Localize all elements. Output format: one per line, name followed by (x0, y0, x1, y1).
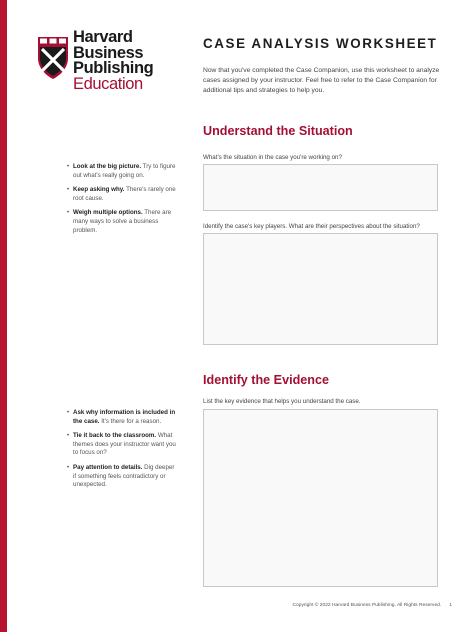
prompt-situation: What's the situation in the case you're working on? (203, 154, 342, 161)
tip-item: • Ask why information is included in the case. It's there for a reason. (67, 409, 179, 426)
tips-list-evidence (67, 409, 179, 496)
logo-word-business: Business (73, 43, 144, 62)
prompt-key-evidence: List the key evidence that helps you understand the case. (203, 398, 361, 405)
page-footer (293, 603, 453, 608)
logo-word-education: Education (73, 74, 143, 93)
tip-item: • Tie it back to the classroom. What themes does your instructor want you to focus on? (67, 432, 179, 458)
section-title-identify-evidence: Identify the Evidence (203, 373, 329, 387)
tip-item: • Keep asking why. There's rarely one root cause. (67, 186, 179, 203)
answer-box-situation[interactable] (203, 164, 438, 211)
tip-item: • Weigh multiple options. There are many ways to solve a business problem. (67, 209, 179, 235)
hbs-shield-logo-icon (37, 36, 69, 80)
accent-bar (0, 0, 7, 632)
logo-word-harvard: Harvard (73, 28, 133, 46)
prompt-key-players: Identify the case's key players. What are their perspectives about the situation? (203, 223, 420, 230)
answer-box-key-evidence[interactable] (203, 409, 438, 587)
answer-box-key-players[interactable] (203, 233, 438, 345)
tip-item: • Look at the big picture. Try to figure out what's really going on. (67, 163, 179, 180)
tips-list-situation (67, 163, 179, 241)
tip-item: • Pay attention to details. Dig deeper if something feels contradictory or unexpected. (67, 464, 179, 490)
intro-paragraph: Now that you've completed the Case Companion, use this worksheet to analyze cases assigned by your instructor. Feel free to refer to the Case Companion for additional tips and strategies to help you. (203, 67, 440, 94)
hbp-education-logo (37, 30, 167, 100)
section-title-understand-situation: Understand the Situation (203, 124, 353, 138)
page-number: 1 (449, 603, 452, 608)
page-title: CASE ANALYSIS WORKSHEET (203, 36, 438, 51)
copyright-text: Copyright © 2022 Harvard Business Publishing. All Rights Reserved. (292, 603, 442, 608)
logo-word-publishing: Publishing (73, 59, 154, 77)
